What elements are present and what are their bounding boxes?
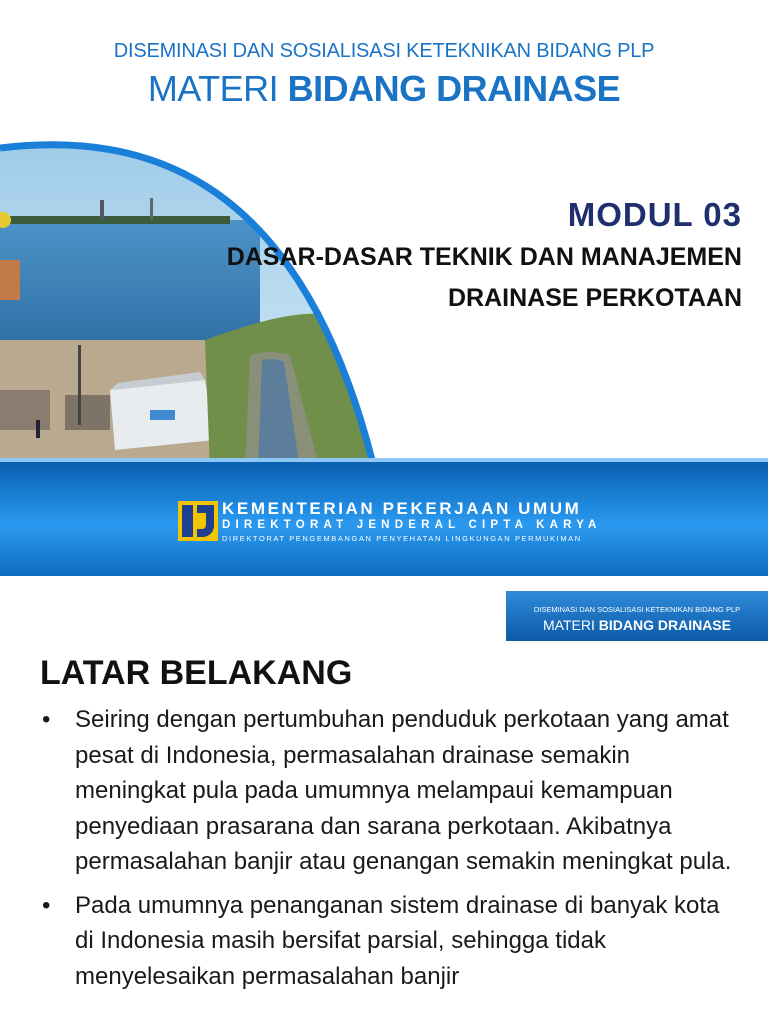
section-heading: LATAR BELAKANG	[40, 654, 353, 692]
ministry-logo-icon	[178, 501, 218, 541]
content-slide	[0, 576, 768, 1024]
bullet-icon: •	[42, 891, 51, 919]
header-title-bold: BIDANG DRAINASE	[287, 68, 621, 109]
ministry-name: KEMENTERIAN PEKERJAAN UMUM	[222, 499, 582, 518]
header-subtitle: DISEMINASI DAN SOSIALISASI KETEKNIKAN BIDANG PLP	[113, 40, 655, 62]
tag-title	[506, 617, 768, 633]
bullet-list	[40, 702, 740, 1002]
drainage-photo-collage	[0, 140, 420, 470]
bullet-text: Seiring dengan pertumbuhan penduduk perkotaan yang amat pesat di Indonesia, permasalahan drainase semakin meningkat pula pada umumnya melampaui kemampuan penyediaan prasarana dan sarana perkotaan. Akibatnya permasalahan banjir atau genangan semakin meningkat pula.	[75, 706, 732, 875]
bullet-icon: •	[42, 706, 51, 733]
list-item	[40, 702, 740, 880]
module-title-line1: DASAR-DASAR TEKNIK DAN MANAJEMEN	[226, 243, 742, 271]
header-title	[0, 68, 768, 110]
tag-title-light: MATERI	[543, 617, 599, 633]
bullet-text: Pada umumnya penanganan sistem drainase di banyak kota di Indonesia masih bersifat parsial, sehingga tidak menyelesaikan permasalahan banjir	[75, 891, 720, 990]
module-label: MODUL 03	[567, 196, 742, 233]
directorate: DIREKTORAT PENGEMBANGAN PENYEHATAN LINGKUNGAN PERMUKIMAN	[222, 534, 582, 543]
series-tag	[506, 591, 768, 641]
directorate-general: DIREKTORAT JENDERAL CIPTA KARYA	[222, 519, 602, 531]
module-title-line2: DRAINASE PERKOTAAN	[448, 284, 742, 312]
tag-subtitle: DISEMINASI DAN SOSIALISASI KETEKNIKAN BIDANG PLP	[533, 605, 741, 614]
list-item	[40, 888, 740, 995]
header-title-light: MATERI	[147, 68, 288, 109]
tag-title-bold: BIDANG DRAINASE	[598, 617, 731, 633]
